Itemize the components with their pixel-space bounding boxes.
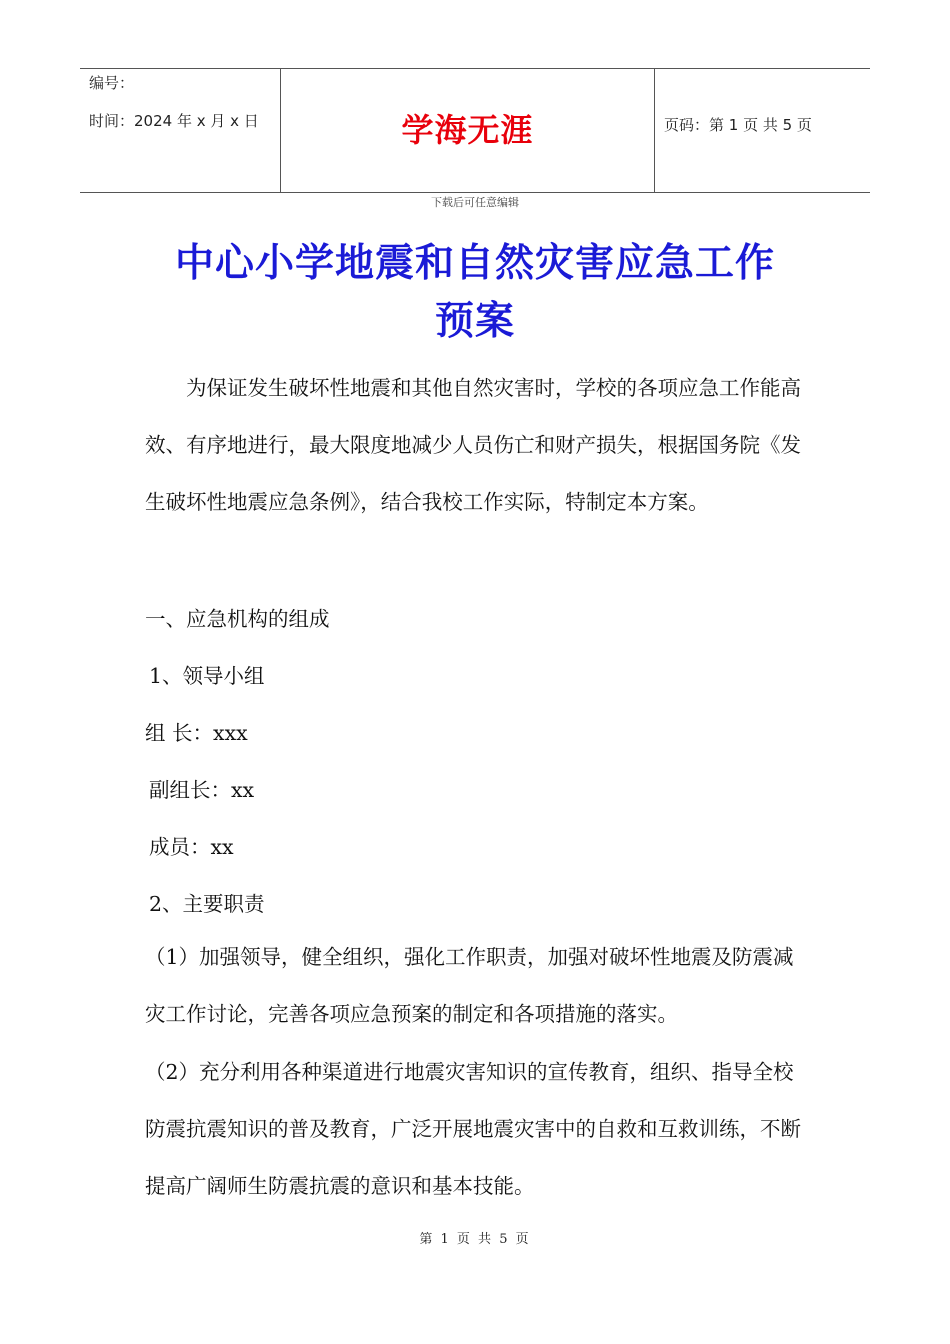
sub2-heading: 2、主要职责 xyxy=(149,892,265,916)
download-note: 下载后可任意编辑 xyxy=(431,196,519,209)
deputy-line: 副组长：xx xyxy=(149,778,255,802)
brand-logo-text: 学海无涯 xyxy=(401,111,534,149)
leader-line: 组 长：xxx xyxy=(145,721,248,745)
duty1-paragraph: （1）加强领导，健全组织，强化工作职责，加强对破坏性地震及防震减灾工作讨论，完善各项应急预案的制定和各项措施的落实。 xyxy=(145,945,794,1026)
sub1-heading: 1、领导小组 xyxy=(149,664,265,688)
number-label: 编号： xyxy=(89,74,135,92)
document-title-line1: 中心小学地震和自然灾害应急工作 xyxy=(174,241,775,286)
header-right-cell xyxy=(655,69,870,192)
time-label: 时间：2024 年 x 月 x 日 xyxy=(89,112,259,130)
intro-paragraph: 为保证发生破坏性地震和其他自然灾害时，学校的各项应急工作能高效、有序地进行，最大限度地减少人员伤亡和财产损失，根据国务院《发生破坏性地震应急条例》，结合我校工作实际，特制定本方案。 xyxy=(145,376,801,514)
header-table xyxy=(80,68,870,193)
section1-heading: 一、应急机构的组成 xyxy=(145,607,330,631)
page-info: 页码：第 1 页 共 5 页 xyxy=(664,116,812,134)
header-brand-cell xyxy=(281,69,655,192)
duty2-paragraph: （2）充分利用各种渠道进行地震灾害知识的宣传教育，组织、指导全校防震抗震知识的普及教育，广泛开展地震灾害中的自救和互救训练，不断提高广阔师生防震抗震的意识和基本技能。 xyxy=(145,1060,801,1198)
members-line: 成员：xx xyxy=(149,835,234,859)
document-title-line2: 预案 xyxy=(434,299,515,344)
header-left-cell xyxy=(80,69,281,192)
page-footer: 第 1 页 共 5 页 xyxy=(419,1232,531,1247)
